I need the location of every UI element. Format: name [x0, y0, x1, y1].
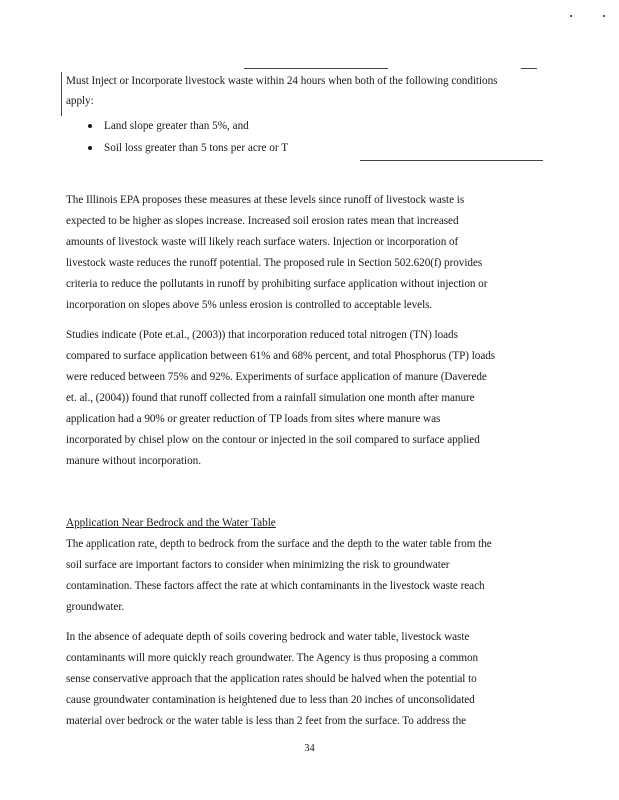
- paragraph-line: cause groundwater contamination is heightened due to less than 20 inches of unconsolidated: [66, 694, 475, 706]
- paragraph-line: compared to surface application between 61% and 68% percent, and total Phosphorus (TP) loads: [66, 350, 496, 362]
- paragraph-line: sense conservative approach that the application rates should be halved when the potential to: [66, 673, 477, 685]
- paragraph-line: manure without incorporation.: [66, 455, 201, 467]
- scan-speck: [603, 15, 605, 17]
- paragraph-line: soil surface are important factors to consider when minimizing the risk to groundwater: [66, 559, 450, 571]
- scan-speck: [570, 15, 572, 17]
- paragraph-line: groundwater.: [66, 601, 125, 613]
- paragraph-line: The Illinois EPA proposes these measures at these levels since runoff of livestock waste is: [66, 194, 465, 206]
- bullet-item: Soil loss greater than 5 tons per acre or T: [104, 142, 289, 154]
- paragraph-line: et. al., (2004)) found that runoff collected from a rainfall simulation one month after manure: [66, 392, 475, 404]
- paragraph-line: were reduced between 75% and 92%. Experiments of surface application of manure (Daverede: [66, 371, 487, 383]
- paragraph-line: contaminants will more quickly reach groundwater. The Agency is thus proposing a common: [66, 652, 479, 664]
- paragraph-line: application had a 90% or greater reduction of TP loads from sites where manure was: [66, 413, 441, 425]
- paragraph-line: incorporation on slopes above 5% unless erosion is controlled to acceptable levels.: [66, 299, 433, 311]
- paragraph-line: The application rate, depth to bedrock from the surface and the depth to the water table from the: [66, 538, 492, 550]
- box-top-rule: [521, 68, 537, 69]
- paragraph-line: In the absence of adequate depth of soils covering bedrock and water table, livestock waste: [66, 631, 470, 643]
- paragraph-line: criteria to reduce the pollutants in runoff by prohibiting surface application without injection or: [66, 278, 488, 290]
- paragraph-line: livestock waste reduces the runoff potential. The proposed rule in Section 502.620(f) provides: [66, 257, 483, 269]
- bullet-dot: [88, 124, 92, 128]
- box-left-rule: [61, 72, 62, 116]
- paragraph-line: Studies indicate (Pote et.al., (2003)) that incorporation reduced total nitrogen (TN) loads: [66, 329, 458, 341]
- bullet-item: Land slope greater than 5%, and: [104, 120, 249, 132]
- bullet-dot: [88, 146, 92, 150]
- paragraph-line: amounts of livestock waste will likely reach surface waters. Injection or incorporation of: [66, 236, 459, 248]
- section-heading: Application Near Bedrock and the Water Table: [66, 517, 276, 529]
- paragraph-line: incorporated by chisel plow on the contour or injected in the soil compared to surface applied: [66, 434, 480, 446]
- box-top-rule: [244, 68, 388, 69]
- paragraph-line: contamination. These factors affect the rate at which contaminants in the livestock waste reach: [66, 580, 485, 592]
- paragraph-line: expected to be higher as slopes increase. Increased soil erosion rates mean that increased: [66, 215, 459, 227]
- box-bottom-rule: [360, 160, 543, 161]
- page-number: 34: [304, 743, 315, 754]
- box-line: apply:: [66, 95, 94, 107]
- box-line: Must Inject or Incorporate livestock waste within 24 hours when both of the following conditions: [66, 75, 498, 87]
- paragraph-line: material over bedrock or the water table is less than 2 feet from the surface. To address the: [66, 715, 467, 727]
